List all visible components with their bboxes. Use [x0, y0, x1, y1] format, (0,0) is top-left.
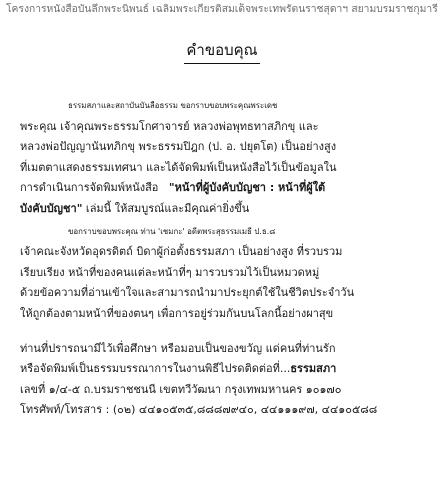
phone-fax-line: โทรศัพท์/โทรสาร : (๐๒) ๔๔๑๐๕๓๕,๘๘๘๗๙๔๐, ๔๔๑๑๑๙๗, ๔๔๑๐๕๘๘	[20, 403, 378, 417]
text-line: ที่เมตตาแสดงธรรมเทศนา และได้จัดพิมพ์เป็นหนังสือไว้เป็นข้อมูลใน	[20, 160, 337, 174]
text-line	[20, 199, 424, 220]
page-title: คำขอบคุณ	[184, 40, 259, 64]
text-line: ธรรมสภาและสถาบันบันลือธรรม ขอกราบขอบพระคุณพระเดช	[68, 101, 278, 110]
text-line: เรียบเรียง หน้าที่ของคนแต่ละหน้าที่ๆ มารวบรวมไว้เป็นหมวดหมู่	[20, 265, 320, 279]
text-fragment: การดำเนินการจัดพิมพ์หนังสือ	[20, 181, 159, 195]
text-line: ท่านที่ปรารถนามีไว้เพื่อศึกษา หรือมอบเป็นของขวัญ แด่คนที่ท่านรัก	[20, 341, 336, 355]
text-fragment: หรือจัดพิมพ์เป็นธรรมบรรณาการในงานพิธีไปรดติดต่อที่...	[20, 362, 291, 376]
book-title-part-2: บังคับบัญชา"	[20, 201, 83, 215]
title-container	[0, 40, 444, 64]
contact-paragraph	[20, 339, 424, 421]
address-line: เลขที่ ๑/๔-๕ ถ.บรมราชชนนี เขตทวีวัฒนา กรุงเทพมหานคร ๑๐๑๗๐	[20, 382, 342, 396]
text-line: หลวงพ่อปัญญานันทภิกขุ พระธรรมปิฎก (ป. อ. ปยุตโต) เป็นอย่างสูง	[20, 140, 337, 154]
text-line: ด้วยข้อความที่อ่านเข้าใจและสามารถนำมาประยุกต์ใช้ในชีวิตประจำวัน	[20, 286, 355, 300]
text-fragment: เล่มนี้ ให้สมบูรณ์และมีคุณค่ายิ่งขึ้น	[82, 201, 250, 215]
acknowledgement-paragraph-2	[20, 222, 424, 325]
text-line: เจ้าคณะจังหวัดอุดรดิตถ์ บิดาผู้ก่อตั้งธรรมสภา เป็นอย่างสูง ที่รวบรวม	[20, 245, 343, 259]
running-header: โครงการหนังสือบันลึกพระนิพนธ์ เฉลิมพระเกียรติสมเด็จพระเทพรัตนราชสุดาฯ สยามบรมราชกุมารี	[6, 3, 438, 15]
text-line: ขอกราบขอบพระคุณ ท่าน 'เชมกะ' อดีตพระสุธรรมเมธี ป.ธ.๘	[68, 226, 276, 236]
text-line: พระคุณ เจ้าคุณพระธรรมโกศาจารย์ หลวงพ่อพุทธทาสภิกขุ และ	[20, 119, 319, 133]
acknowledgement-paragraph-1	[20, 96, 424, 220]
body-text	[20, 96, 424, 421]
text-line: ให้ถูกต้องตามหน้าที่ของตนๆ เพื่อการอยู่ร่วมกันบนโลกนี้อย่างผาสุข	[20, 306, 334, 320]
publisher-name: ธรรมสภา	[290, 362, 337, 376]
text-line	[20, 359, 424, 380]
text-line	[20, 178, 424, 199]
paragraph-spacer	[20, 325, 424, 339]
book-title-part-1: "หน้าที่ผู้บังคับบัญชา : หน้าที่ผู้ใต้	[168, 181, 326, 195]
